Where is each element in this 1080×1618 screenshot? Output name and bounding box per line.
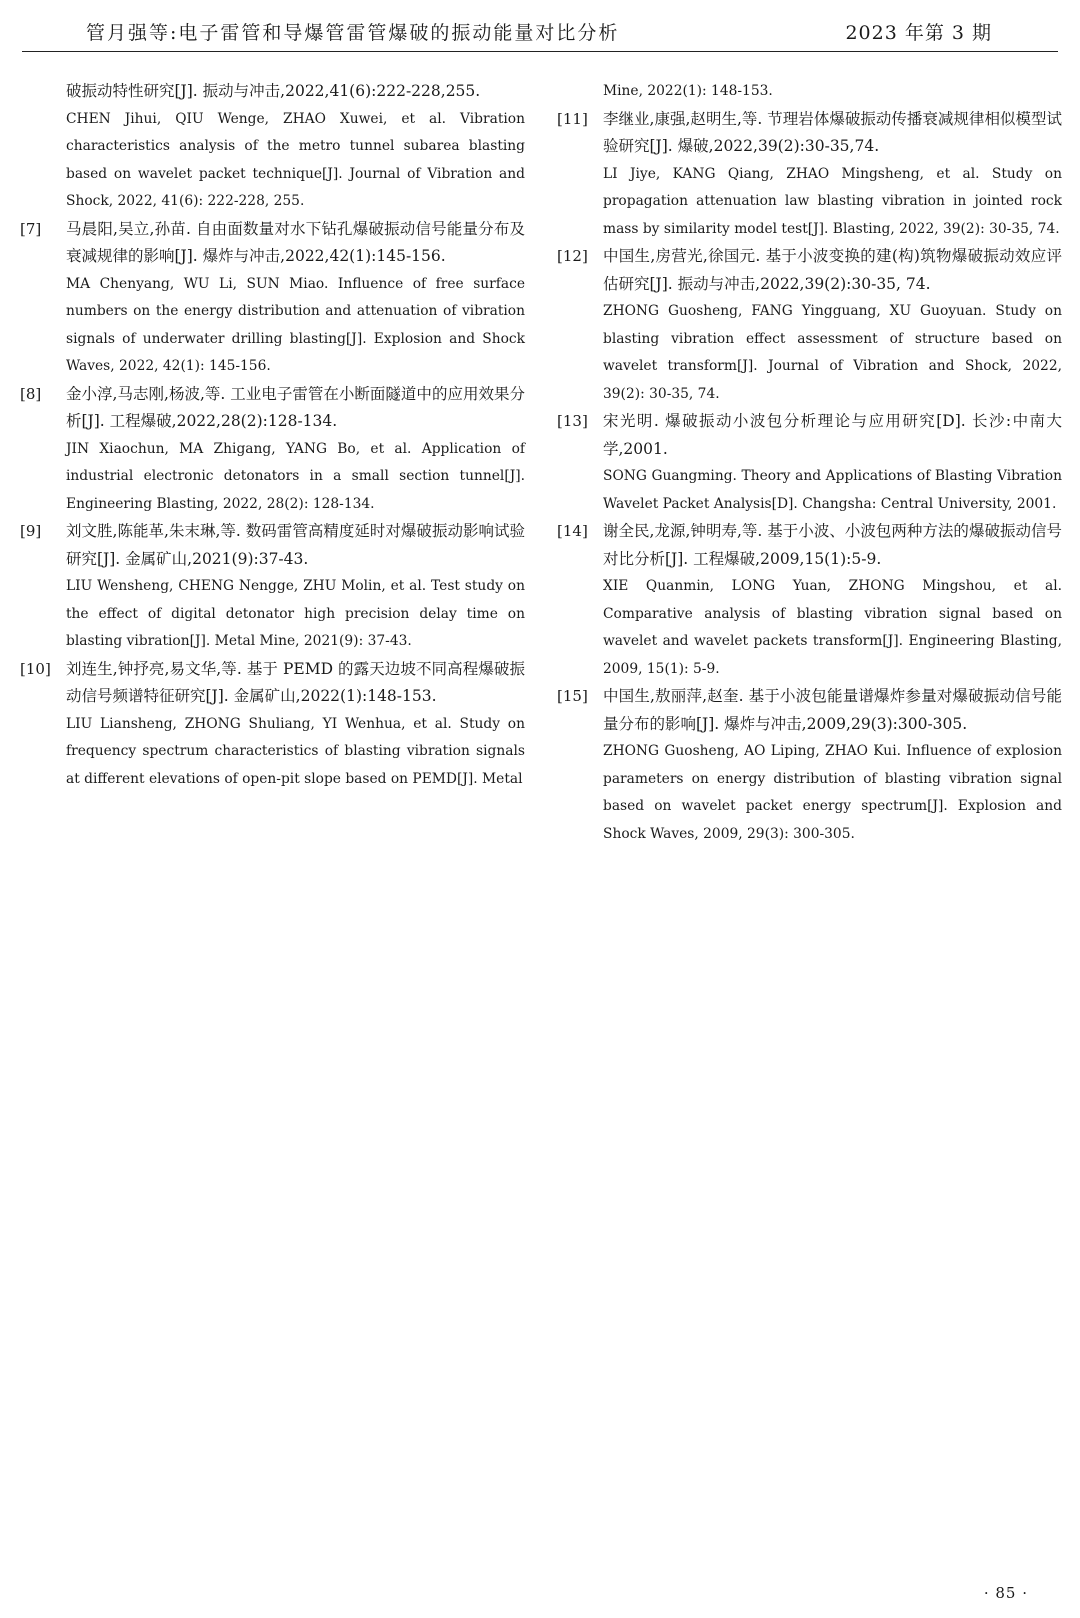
reference-zh: 谢全民,龙源,钟明寿,等. 基于小波、小波包两种方法的爆破振动信号对比分析[J]. 工程爆破,2009,15(1):5-9.	[603, 522, 1062, 568]
references-right-column	[557, 78, 1062, 848]
reference-14	[557, 518, 1062, 683]
reference-11	[557, 106, 1062, 244]
reference-number: [7]	[20, 219, 42, 238]
reference-6-continuation	[20, 78, 525, 216]
reference-en: CHEN Jihui, QIU Wenge, ZHAO Xuwei, et al. Vibration characteristics analysis of the metro tunnel subarea blasting based on wavelet packet technique[J]. Journal of Vibration and Shock, 2022, 41(6): 222-228, 255.	[66, 110, 525, 209]
reference-zh: 刘文胜,陈能革,朱末琳,等. 数码雷管高精度延时对爆破振动影响试验研究[J]. 金属矿山,2021(9):37-43.	[66, 522, 525, 568]
page-number: · 85 ·	[983, 1584, 1028, 1602]
reference-9	[20, 518, 525, 656]
reference-zh: 马晨阳,吴立,孙苗. 自由面数量对水下钻孔爆破振动信号能量分布及衰减规律的影响[J]. 爆炸与冲击,2022,42(1):145-156.	[66, 219, 525, 265]
reference-number: [14]	[557, 522, 588, 540]
reference-en: ZHONG Guosheng, AO Liping, ZHAO Kui. Influence of explosion parameters on energy distribution of blasting vibration signal based on wavelet packet energy spectrum[J]. Explosion and Shock Waves, 2009, 29(3): 300-305.	[603, 743, 1062, 842]
reference-en: ZHONG Guosheng, FANG Yingguang, XU Guoyuan. Study on blasting vibration effect assessment of structure based on wavelet transform[J]. Journal of Vibration and Shock, 2022, 39(2): 30-35, 74.	[603, 303, 1062, 402]
reference-12	[557, 243, 1062, 408]
reference-en: MA Chenyang, WU Li, SUN Miao. Influence of free surface numbers on the energy distribution and attenuation of vibration signals of underwater drilling blasting[J]. Explosion and Shock Waves, 2022, 42(1): 145-156.	[66, 275, 525, 374]
reference-zh: 刘连生,钟抒亮,易文华,等. 基于 PEMD 的露天边坡不同高程爆破振动信号频谱特征研究[J]. 金属矿山,2022(1):148-153.	[66, 659, 525, 705]
reference-en: LIU Liansheng, ZHONG Shuliang, YI Wenhua, et al. Study on frequency spectrum characteristics of blasting vibration signals at different elevations of open-pit slope based on PEMD[J]. Metal	[66, 715, 525, 787]
reference-number: [11]	[557, 109, 588, 128]
reference-zh: 中国生,房营光,徐国元. 基于小波变换的建(构)筑物爆破振动效应评估研究[J]. 振动与冲击,2022,39(2):30-35, 74.	[603, 247, 1062, 293]
references-left-column	[20, 78, 525, 793]
reference-en: Mine, 2022(1): 148-153.	[603, 83, 773, 99]
journal-issue: 2023 年第 3 期	[845, 22, 992, 44]
reference-zh: 李继业,康强,赵明生,等. 节理岩体爆破振动传播衰减规律相似模型试验研究[J]. 爆破,2022,39(2):30-35,74.	[603, 109, 1062, 155]
reference-zh: 金小淳,马志刚,杨波,等. 工业电子雷管在小断面隧道中的应用效果分析[J]. 工程爆破,2022,28(2):128-134.	[66, 384, 525, 430]
running-header	[22, 18, 1058, 52]
reference-en: LI Jiye, KANG Qiang, ZHAO Mingsheng, et al. Study on propagation attenuation law blasting vibration in jointed rock mass by similarity model test[J]. Blasting, 2022, 39(2): 30-35, 74.	[603, 165, 1062, 237]
reference-10-continuation	[557, 78, 1062, 106]
reference-number: [13]	[557, 412, 588, 430]
reference-en: XIE Quanmin, LONG Yuan, ZHONG Mingshou, et al. Comparative analysis of blasting vibration signal based on wavelet and wavelet packets transform[J]. Engineering Blasting, 2009, 15(1): 5-9.	[603, 578, 1062, 677]
reference-number: [12]	[557, 247, 588, 265]
reference-en: JIN Xiaochun, MA Zhigang, YANG Bo, et al. Application of industrial electronic detonators in a small section tunnel[J]. Engineering Blasting, 2022, 28(2): 128-134.	[66, 440, 525, 512]
reference-number: [9]	[20, 522, 42, 540]
reference-10	[20, 656, 525, 794]
reference-zh: 宋光明. 爆破振动小波包分析理论与应用研究[D]. 长沙:中南大学,2001.	[603, 412, 1062, 458]
reference-number: [15]	[557, 687, 588, 705]
reference-en: SONG Guangming. Theory and Applications of Blasting Vibration Wavelet Packet Analysis[D]. Changsha: Central University, 2001.	[603, 468, 1062, 512]
reference-15	[557, 683, 1062, 848]
reference-13	[557, 408, 1062, 518]
reference-7	[20, 216, 525, 381]
reference-number: [10]	[20, 659, 51, 678]
reference-en: LIU Wensheng, CHENG Nengge, ZHU Molin, et al. Test study on the effect of digital detonator high precision delay time on blasting vibration[J]. Metal Mine, 2021(9): 37-43.	[66, 578, 525, 649]
reference-number: [8]	[20, 384, 42, 403]
reference-zh: 破振动特性研究[J]. 振动与冲击,2022,41(6):222-228,255.	[66, 82, 481, 100]
reference-8	[20, 381, 525, 519]
article-title: 管月强等:电子雷管和导爆管雷管爆破的振动能量对比分析	[86, 22, 620, 44]
reference-zh: 中国生,敖丽萍,赵奎. 基于小波包能量谱爆炸参量对爆破振动信号能量分布的影响[J]. 爆炸与冲击,2009,29(3):300-305.	[603, 687, 1062, 733]
